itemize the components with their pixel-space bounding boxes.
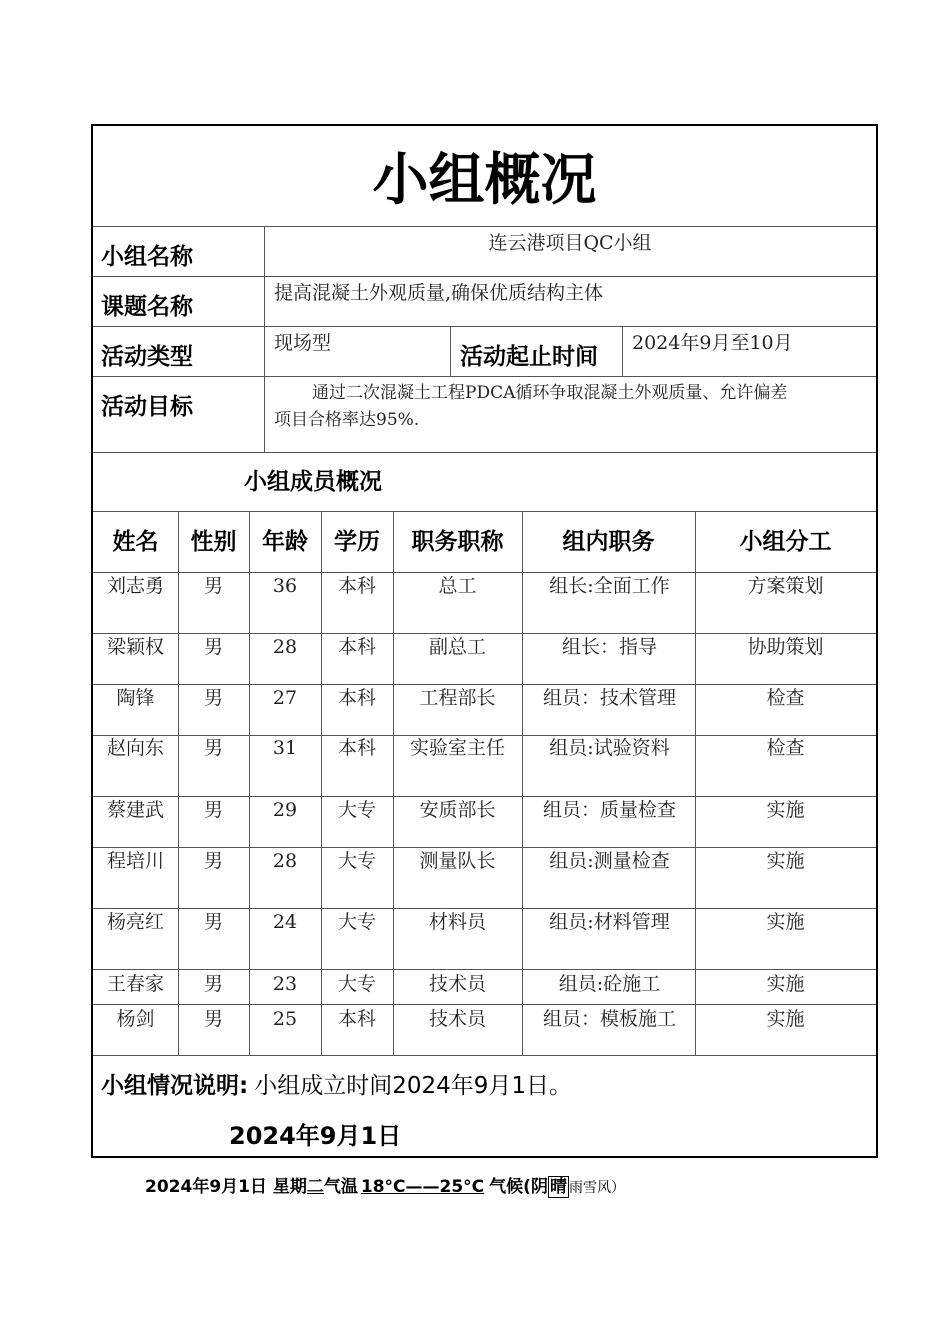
footer-weather-line xyxy=(145,1172,625,1197)
column-header: 组内职务 xyxy=(562,529,655,555)
member-age: 25 xyxy=(272,1008,298,1030)
activity-type-label: 活动类型 xyxy=(101,344,193,370)
member-education: 本科 xyxy=(337,636,376,658)
member-name: 蔡建武 xyxy=(106,799,164,821)
member-duty: 实施 xyxy=(766,973,805,995)
topic-value: 提高混凝土外观质量,确保优质结构主体 xyxy=(274,282,604,304)
member-age: 28 xyxy=(272,850,298,872)
divider xyxy=(93,276,876,277)
divider xyxy=(93,376,876,377)
member-name: 陶锋 xyxy=(116,687,155,709)
footer-weather-rest: 雨雪风） xyxy=(568,1180,625,1196)
member-duty: 方案策划 xyxy=(747,575,824,597)
divider xyxy=(93,969,876,970)
member-age: 27 xyxy=(272,687,298,709)
member-title: 材料员 xyxy=(428,911,486,933)
member-title: 技术员 xyxy=(428,973,486,995)
member-group-role: 组员：质量检查 xyxy=(542,799,676,821)
divider xyxy=(93,684,876,685)
member-group-role: 组员:试验资料 xyxy=(549,737,670,759)
divider xyxy=(93,572,876,573)
member-name: 杨亮红 xyxy=(106,911,164,933)
member-education: 本科 xyxy=(337,575,376,597)
activity-goal-line: 通过二次混凝土工程PDCA循环争取混凝土外观质量、允许偏差 xyxy=(312,383,788,403)
member-title: 技术员 xyxy=(428,1008,486,1030)
member-title: 总工 xyxy=(438,575,477,597)
activity-goal-line: 项目合格率达95%. xyxy=(274,410,420,430)
column-header: 职务职称 xyxy=(411,529,504,555)
member-title: 测量队长 xyxy=(419,850,496,872)
member-gender: 男 xyxy=(203,636,223,658)
member-group-role: 组员：模板施工 xyxy=(542,1008,676,1030)
member-name: 程培川 xyxy=(106,850,164,872)
column-header: 小组分工 xyxy=(739,529,832,555)
member-group-role: 组员：技术管理 xyxy=(542,687,676,709)
member-age: 29 xyxy=(272,799,298,821)
member-education: 本科 xyxy=(337,737,376,759)
member-education: 大专 xyxy=(337,911,376,933)
member-age: 23 xyxy=(272,973,298,995)
activity-period-label: 活动起止时间 xyxy=(460,344,598,370)
member-name: 刘志勇 xyxy=(106,575,164,597)
member-duty: 实施 xyxy=(766,911,805,933)
member-duty: 检查 xyxy=(766,737,805,759)
divider xyxy=(93,452,876,453)
column-header: 年龄 xyxy=(262,529,308,555)
group-note-label: 小组情况说明: xyxy=(101,1073,249,1099)
member-duty: 协助策划 xyxy=(747,636,824,658)
divider xyxy=(93,511,876,512)
footer-date: 2024年9月1日 星期 xyxy=(145,1177,307,1197)
divider xyxy=(93,633,876,634)
activity-type-value: 现场型 xyxy=(274,332,332,354)
footer-weather-selected: 晴 xyxy=(549,1177,567,1197)
divider xyxy=(93,1004,876,1005)
member-name: 梁颖权 xyxy=(106,636,164,658)
footer-temp-label: 气温 xyxy=(323,1177,358,1197)
member-education: 本科 xyxy=(337,1008,376,1030)
group-note-date: 2024年9月1日 xyxy=(229,1122,402,1150)
member-gender: 男 xyxy=(203,687,223,709)
column-header: 学历 xyxy=(334,529,380,555)
member-age: 24 xyxy=(272,911,298,933)
member-title: 安质部长 xyxy=(419,799,496,821)
member-title: 副总工 xyxy=(428,636,486,658)
page-title: 小组概况 xyxy=(372,148,597,213)
group-note-text: 小组成立时间2024年9月1日。 xyxy=(254,1073,573,1099)
divider xyxy=(93,908,876,909)
member-group-role: 组长：指导 xyxy=(561,636,657,658)
member-gender: 男 xyxy=(203,737,223,759)
divider xyxy=(93,226,876,227)
member-title: 实验室主任 xyxy=(409,737,505,759)
member-gender: 男 xyxy=(203,911,223,933)
member-gender: 男 xyxy=(203,850,223,872)
member-name: 赵向东 xyxy=(106,737,164,759)
member-group-role: 组长:全面工作 xyxy=(549,575,670,597)
column-header: 性别 xyxy=(190,529,237,555)
divider xyxy=(93,326,876,327)
member-title: 工程部长 xyxy=(419,687,496,709)
member-duty: 检查 xyxy=(766,687,805,709)
member-education: 大专 xyxy=(337,850,376,872)
divider xyxy=(93,796,876,797)
member-name: 杨剑 xyxy=(116,1008,155,1030)
member-group-role: 组员:测量检查 xyxy=(549,850,670,872)
member-gender: 男 xyxy=(203,799,223,821)
member-group-role: 组员:材料管理 xyxy=(549,911,670,933)
topic-label: 课题名称 xyxy=(101,294,193,320)
member-name: 王春家 xyxy=(106,973,164,995)
members-title: 小组成员概况 xyxy=(244,469,382,495)
activity-goal-label: 活动目标 xyxy=(101,394,193,420)
footer-weekday: 二 xyxy=(306,1177,324,1197)
member-gender: 男 xyxy=(203,1008,223,1030)
member-gender: 男 xyxy=(203,575,223,597)
divider xyxy=(622,327,623,376)
member-gender: 男 xyxy=(203,973,223,995)
member-duty: 实施 xyxy=(766,799,805,821)
member-age: 28 xyxy=(272,636,298,658)
group-name-value: 连云港项目QC小组 xyxy=(488,232,652,254)
member-age: 31 xyxy=(272,737,298,759)
group-name-label: 小组名称 xyxy=(101,244,193,270)
member-duty: 实施 xyxy=(766,850,805,872)
member-age: 36 xyxy=(272,575,298,597)
group-note xyxy=(101,1067,572,1100)
member-education: 大专 xyxy=(337,973,376,995)
divider xyxy=(93,1055,876,1056)
column-header: 姓名 xyxy=(112,529,159,555)
divider xyxy=(93,847,876,848)
member-education: 大专 xyxy=(337,799,376,821)
member-duty: 实施 xyxy=(766,1008,805,1030)
member-group-role: 组员:砼施工 xyxy=(558,973,661,995)
divider xyxy=(522,512,523,1055)
footer-temp-value: 18°C——25°C xyxy=(360,1177,485,1197)
divider xyxy=(450,327,451,376)
footer-weather-label: 气候(阴 xyxy=(489,1177,548,1197)
member-education: 本科 xyxy=(337,687,376,709)
activity-period-value: 2024年9月至10月 xyxy=(632,332,793,354)
divider xyxy=(264,227,265,452)
